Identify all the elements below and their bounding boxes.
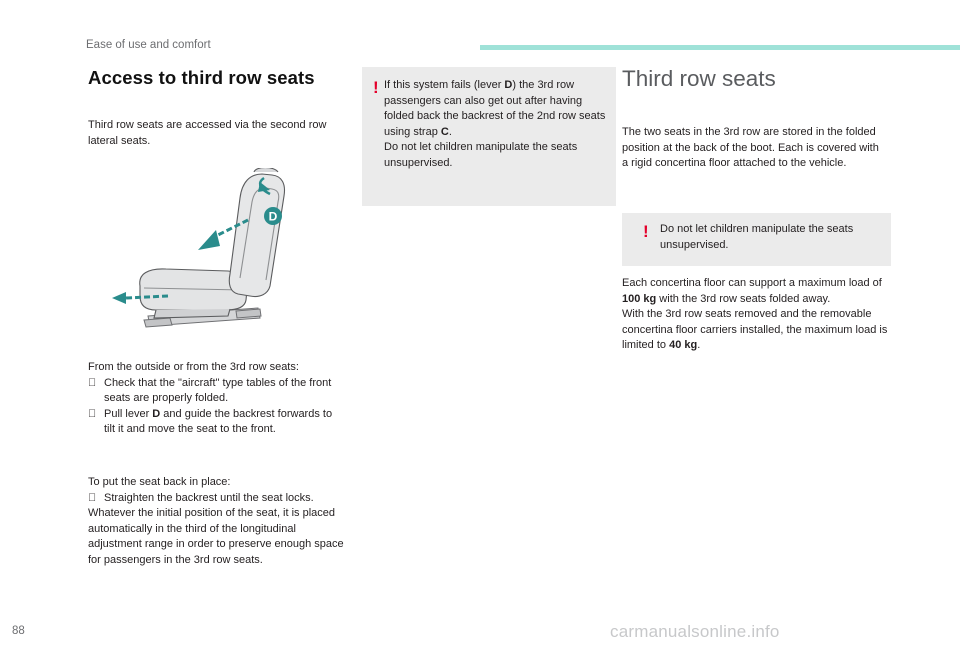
- bullet-icon: [88, 407, 104, 423]
- removed-load: With the 3rd row seats removed and the removable concertina floor carriers installed, the maximum load is limited to 40 kg.: [622, 308, 888, 352]
- backrest-forward-arrowhead: [198, 230, 220, 250]
- access-title: Access to third row seats: [88, 67, 315, 88]
- third-row-intro: The two seats in the 3rd row are stored in the folded position at the back of the boot. Each is covered with a rigid concertina floor attached to the vehicle.: [622, 126, 879, 170]
- seat-figure-svg: [108, 168, 298, 340]
- bullet-icon: [88, 491, 104, 507]
- putback-intro: To put the seat back in place:: [88, 476, 231, 488]
- seat-backrest: [229, 168, 284, 297]
- step-1: Check that the "aircraft" type tables of the front seats are properly folded.: [88, 376, 346, 407]
- bullet-icon: [88, 376, 104, 392]
- children-warning-box: [622, 213, 891, 266]
- page-number: 88: [12, 625, 25, 637]
- header-accent-bar: [480, 45, 960, 50]
- children-warning: Do not let children manipulate the seats unsupervised.: [660, 223, 854, 251]
- seat-illustration: [108, 168, 298, 340]
- putback-block: [88, 475, 346, 569]
- load-info: [622, 276, 888, 354]
- steps-block: [88, 360, 346, 438]
- section-label: Ease of use and comfort: [86, 39, 211, 51]
- access-intro: Third row seats are accessed via the second row lateral seats.: [88, 119, 327, 147]
- svg-text:D: D: [268, 209, 278, 224]
- putback-step: Straighten the backrest until the seat locks.: [88, 491, 346, 507]
- load-capacity: Each concertina floor can support a maximum load of 100 kg with the 3rd row seats folded away.: [622, 277, 882, 305]
- warning-icon: !: [373, 78, 379, 97]
- watermark: carmanualsonline.info: [610, 622, 780, 641]
- putback-note: Whatever the initial position of the seat, it is placed automatically in the third of the longitudinal adjustment range in order to preserve enough space for passengers in the 3rd row seats.: [88, 507, 344, 566]
- step-2: Pull lever D and guide the backrest forwards to tilt it and move the seat to the front.: [88, 407, 346, 438]
- failure-warning-text: If this system fails (lever D) the 3rd row passengers can also get out after having folded back the backrest of the 2nd row seats using strap C.: [384, 79, 606, 138]
- warning-icon: !: [643, 222, 649, 241]
- children-warning-text: Do not let children manipulate the seats unsupervised.: [384, 141, 578, 169]
- seat-forward-arrowhead: [112, 292, 126, 304]
- steps-intro: From the outside or from the 3rd row seats:: [88, 361, 299, 373]
- third-row-title: Third row seats: [622, 66, 776, 91]
- failure-warning-box: [362, 67, 616, 206]
